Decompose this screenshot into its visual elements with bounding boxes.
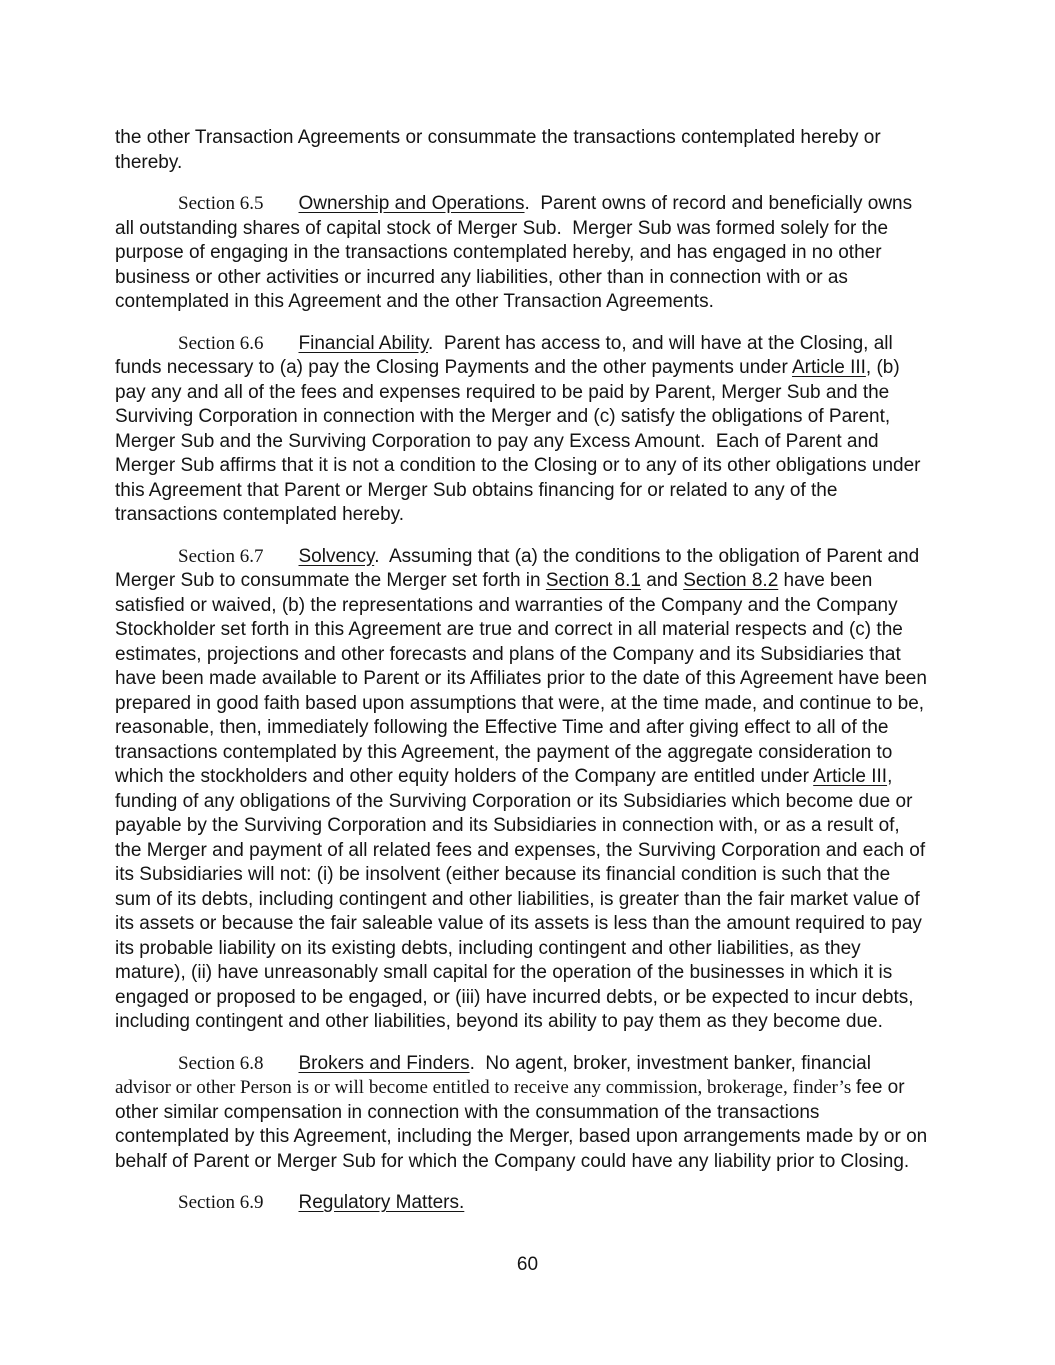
text-run: advisor or other Person is or will become entitled to receive any commission, brokerage, finder’s <box>115 1077 856 1098</box>
cross-reference: Section 8.2 <box>683 570 779 591</box>
text-run: the other Transaction Agreements or consummate the transactions contemplated hereby or thereby. <box>115 127 886 173</box>
section-label: Section 6.9 <box>178 1192 264 1213</box>
text-run: and <box>640 570 684 591</box>
paragraph-section-6-5 <box>115 192 929 315</box>
section-heading: Solvency <box>298 545 375 567</box>
cross-reference: Section 8.1 <box>545 570 641 591</box>
document-content <box>115 126 933 1233</box>
text-run: . Assuming that (a) the conditions to the obligation of Parent and Merger Sub to consummate the Merger set forth in <box>115 545 925 591</box>
section-heading: Ownership and Operations <box>298 193 525 214</box>
text-run: , funding of any obligations of the Surviving Corporation or its Subsidiaries which become due or payable by the Surviving Corporation and its Subsidiaries in connection with, or as a result of, the Merger and payment of all related fees and expenses, the Surviving Corporation and each of its Subsidiaries will not: (i) be insolvent (either because its financial condition is such that the sum of its debts, including contingent and other liabilities, is greater than the fair market value of its assets or because the fair saleable value of its assets is less than the amount required to pay its probable liability on its existing debts, including contingent and other liabilities, as they mature), (ii) have unreasonably small capital for the operation of the businesses in which it is engaged or proposed to be engaged, or (iii) have incurred debts, or be expected to incur debts, including contingent and other liabilities, beyond its ability to pay them as they become due. <box>115 766 931 1032</box>
text-run: fee or other similar compensation in connection with the consummation of the transactions contemplated by this Agreement, including the Merger, based upon arrangements made by or on behalf of Parent or Merger Sub for which the Company could have any liability prior to Closing. <box>115 1077 933 1172</box>
cross-reference: Article III <box>813 766 888 787</box>
section-heading: Regulatory Matters. <box>298 1192 465 1213</box>
text-run: , (b) pay any and all of the fees and expenses required to be paid by Parent, Merger Sub and the Surviving Corporation in connection with the Merger and (c) satisfy the obligations of Parent, Merger Sub and the Surviving Corporation to pay any Excess Amount. Each of Parent and Merger Sub affirms that it is not a condition to the Closing or to any of its other obligations under this Agreement that Parent or Merger Sub obtains financing for or related to any of the transactions contemplated hereby. <box>115 357 926 525</box>
section-heading: Brokers and Finders <box>298 1052 470 1074</box>
section-label: Section 6.8 <box>178 1052 264 1074</box>
text-run: . Parent has access to, and will have at the Closing, all funds necessary to (a) pay the Closing Payments and the other payments under <box>115 332 899 378</box>
paragraph-section-6-7 <box>115 545 933 1035</box>
paragraph-continuation <box>115 126 929 175</box>
paragraph-section-6-6 <box>115 332 929 528</box>
text-run: have been satisfied or waived, (b) the representations and warranties of the Company and the Company Stockholder set forth in this Agreement are true and correct in all material respects and (c) the estimates, projections and other forecasts and plans of the Company and its Subsidiaries that have been made available to Parent or its Affiliates prior to the date of this Agreement have been prepared in good faith based upon assumptions that were, at the time made, and continue to be, reasonable, then, immediately following the Effective Time and after giving effect to all of the transactions contemplated by this Agreement, the payment of the aggregate consideration to which the stockholders and other equity holders of the Company are entitled under <box>115 570 933 787</box>
section-label: Section 6.6 <box>178 332 264 354</box>
text-run: . Parent owns of record and beneficially owns all outstanding shares of capital stock of Merger Sub. Merger Sub was formed solely for the purpose of engaging in the transactions contemplated hereby, and has engaged in no other business or other activities or incurred any liabilities, other than in connection with or as contemplated in this Agreement and the other Transaction Agreements. <box>115 193 918 312</box>
cross-reference: Article III <box>792 357 866 378</box>
section-label: Section 6.5 <box>178 193 264 214</box>
section-label: Section 6.7 <box>178 545 264 567</box>
paragraph-section-6-8 <box>115 1052 933 1175</box>
paragraph-section-6-9 <box>115 1191 929 1216</box>
page-number: 60 <box>516 1254 539 1275</box>
section-heading: Financial Ability <box>298 332 429 354</box>
text-run: . No agent, broker, investment banker, financial <box>469 1052 877 1074</box>
